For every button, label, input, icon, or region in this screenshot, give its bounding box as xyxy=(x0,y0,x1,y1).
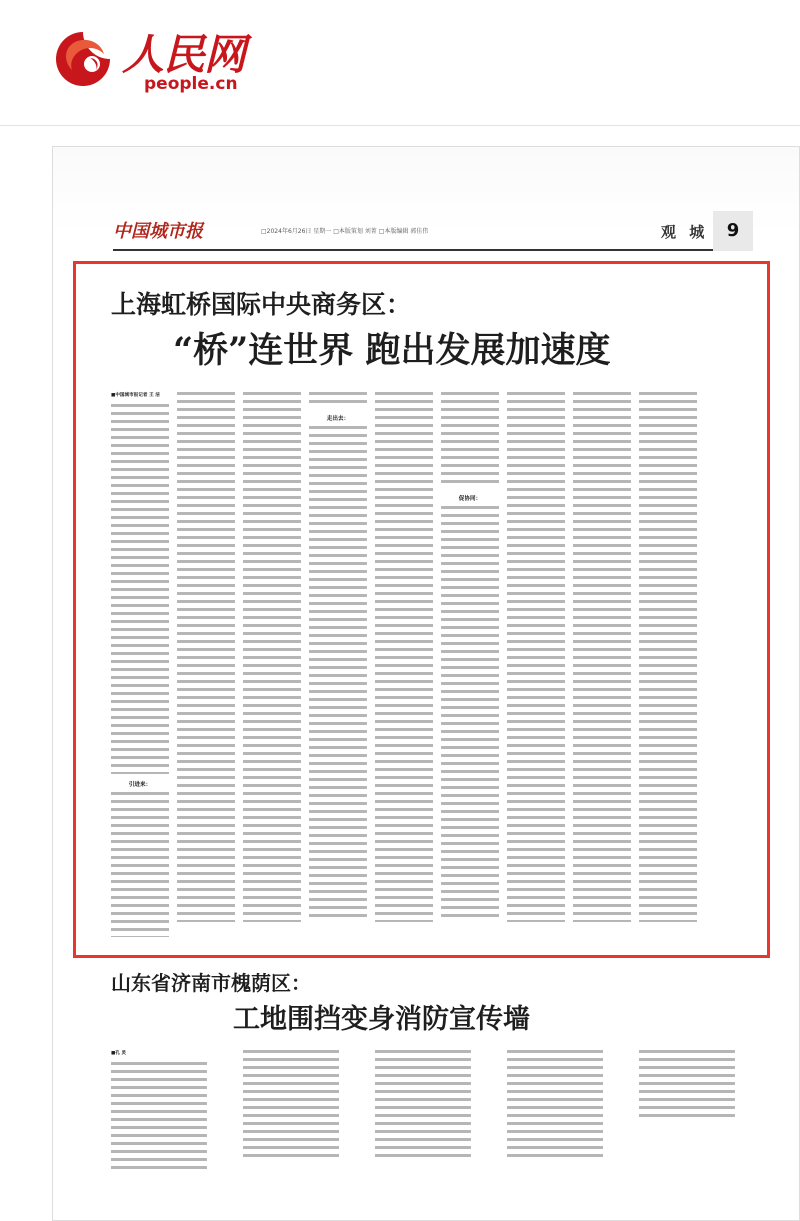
masthead-info: □2024年6月26日 星期一 □本版策划 刘菁 □本版编辑 郭佳伟 xyxy=(261,228,429,235)
article2-column-1 xyxy=(111,1050,207,1180)
text-block xyxy=(573,392,631,922)
article1-body xyxy=(111,392,761,942)
text-block xyxy=(111,1062,207,1172)
article1-column-9 xyxy=(639,392,697,942)
newspaper-masthead xyxy=(113,217,743,251)
text-block xyxy=(375,1050,471,1160)
people-cn-logo[interactable] xyxy=(52,22,272,102)
article2-title-line2: 工地围挡变身消防宣传墙 xyxy=(233,1004,530,1035)
article1-column-7 xyxy=(507,392,565,942)
text-block xyxy=(309,426,367,921)
article1-byline: ■中国城市报记者 王 洁 xyxy=(111,393,160,398)
text-block xyxy=(441,506,499,921)
article2-column-4 xyxy=(507,1050,603,1180)
article2-byline: ■孔 灵 xyxy=(111,1051,127,1056)
article1-subhead-3: 促协同： xyxy=(458,496,482,502)
text-block xyxy=(441,392,499,488)
text-block xyxy=(111,404,169,774)
article1-column-1 xyxy=(111,392,169,942)
text-block xyxy=(375,392,433,922)
text-block xyxy=(639,392,697,922)
newspaper-page[interactable] xyxy=(52,146,800,1221)
article1-column-6 xyxy=(441,392,499,942)
article1-column-2 xyxy=(177,392,235,942)
newspaper-name: 中国城市报 xyxy=(113,221,203,242)
article1-column-4 xyxy=(309,392,367,942)
article1-subhead-2: 走出去： xyxy=(326,416,350,422)
text-block xyxy=(111,792,169,937)
text-block xyxy=(243,392,301,922)
article1-subhead-1: 引进来： xyxy=(128,782,152,788)
text-block xyxy=(507,1050,603,1160)
article2-body xyxy=(111,1050,761,1200)
article2-column-2 xyxy=(243,1050,339,1180)
logo-mark-icon xyxy=(52,28,114,90)
text-block xyxy=(243,1050,339,1160)
text-block xyxy=(639,1050,735,1120)
site-header xyxy=(0,0,800,126)
article1-column-8 xyxy=(573,392,631,942)
article1-column-3 xyxy=(243,392,301,942)
text-block xyxy=(309,392,367,408)
article1-title-line2: “桥”连世界 跑出发展加速度 xyxy=(173,330,611,371)
page-number: 9 xyxy=(713,211,753,251)
article2-column-5 xyxy=(639,1050,735,1180)
article2-column-3 xyxy=(375,1050,471,1180)
article2-title-line1: 山东省济南市槐荫区： xyxy=(111,971,311,995)
section-name: 观 城 xyxy=(661,223,709,241)
article1-column-5 xyxy=(375,392,433,942)
logo-chinese-text: 人民网 xyxy=(122,30,246,79)
text-block xyxy=(507,392,565,922)
article1-title-line1: 上海虹桥国际中央商务区： xyxy=(111,290,412,319)
logo-english-text: people.cn xyxy=(144,74,238,94)
text-block xyxy=(177,392,235,922)
